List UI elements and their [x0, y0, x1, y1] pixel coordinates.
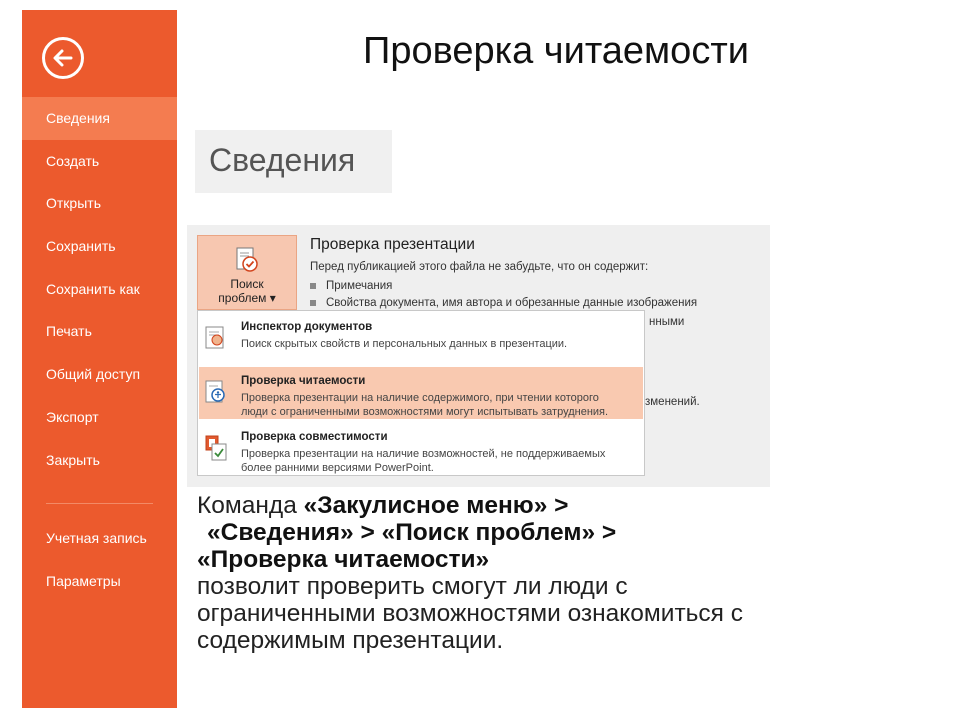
sidebar-item-open[interactable]: Открыть	[46, 195, 101, 212]
sidebar-item-share[interactable]: Общий доступ	[46, 366, 141, 383]
menu-item-check-accessibility[interactable]	[199, 367, 643, 419]
inspect-panel	[187, 225, 770, 487]
sidebar-divider	[46, 503, 153, 504]
sidebar-item-export[interactable]: Экспорт	[46, 408, 99, 425]
sidebar-item-options[interactable]: Параметры	[46, 572, 121, 589]
desc-line: ограниченными возможностями ознакомиться с	[197, 600, 744, 627]
desc-line	[197, 519, 917, 546]
inspect-title: Проверка презентации	[310, 236, 475, 253]
menu-item-title: Инспектор документов	[241, 321, 373, 333]
backstage-nav	[22, 97, 177, 603]
menu-item-desc	[241, 391, 641, 419]
accessibility-check-icon	[205, 377, 227, 405]
sidebar-item-info[interactable]: Сведения	[22, 97, 177, 140]
inspect-document-icon	[205, 323, 227, 351]
menu-item-desc	[241, 447, 641, 475]
bullet-item: Свойства документа, имя автора и обрезанные данные изображения	[310, 295, 697, 312]
sidebar-item-save-as[interactable]: Сохранить как	[46, 280, 140, 297]
desc-bold: «Сведения» > «Поиск проблем» >	[207, 519, 617, 546]
backstage-sidebar	[22, 10, 177, 708]
document-check-icon	[234, 246, 260, 274]
menu-item-desc	[241, 337, 641, 351]
sidebar-item-print[interactable]: Печать	[46, 323, 92, 340]
menu-item-title: Проверка читаемости	[241, 375, 366, 387]
inspect-bullets	[310, 278, 697, 312]
inspect-subtitle: Перед публикацией этого файла не забудьте, что он содержит:	[310, 261, 649, 273]
sidebar-item-new[interactable]: Создать	[46, 152, 100, 169]
menu-item-desc-line: Поиск скрытых свойств и персональных данных в презентации.	[241, 338, 568, 350]
menu-item-check-compatibility[interactable]	[199, 423, 643, 475]
menu-item-desc-line: Проверка презентации на наличие содержимого, при чтении которого	[241, 392, 599, 404]
slide-title: Проверка читаемости	[363, 30, 749, 72]
check-issues-label	[198, 277, 296, 305]
desc-line	[197, 492, 917, 519]
desc-line	[197, 546, 917, 573]
bullet-item: Примечания	[310, 278, 697, 295]
obscured-text: нными	[649, 316, 685, 328]
check-issues-label-line2: проблем ▾	[218, 291, 276, 305]
info-heading: Сведения	[209, 142, 356, 178]
obscured-text: зменений.	[645, 396, 700, 408]
desc-bold: «Проверка читаемости»	[197, 546, 490, 573]
info-heading-box	[195, 130, 392, 193]
desc-bold: «Закулисное меню» >	[303, 492, 569, 519]
menu-item-desc-line: более ранними версиями PowerPoint.	[241, 462, 434, 474]
check-issues-button[interactable]	[197, 235, 297, 310]
menu-item-desc-line: Проверка презентации на наличие возможностей, не поддерживаемых	[241, 448, 606, 460]
menu-item-inspect-document[interactable]	[199, 313, 643, 365]
compatibility-check-icon	[205, 433, 227, 461]
desc-line: позволит проверить смогут ли люди с	[197, 573, 628, 600]
sidebar-item-close[interactable]: Закрыть	[46, 451, 100, 468]
sidebar-item-save[interactable]: Сохранить	[46, 238, 116, 255]
check-issues-dropdown	[197, 310, 645, 476]
slide-description	[197, 492, 917, 654]
sidebar-item-account[interactable]: Учетная запись	[46, 530, 147, 547]
check-issues-label-line1: Поиск	[230, 277, 264, 291]
menu-item-desc-line: люди с ограниченными возможностями могут испытывать затруднения.	[241, 406, 609, 418]
menu-item-title: Проверка совместимости	[241, 431, 388, 443]
desc-line: содержимым презентации.	[197, 627, 504, 654]
desc-prefix: Команда	[197, 492, 304, 519]
